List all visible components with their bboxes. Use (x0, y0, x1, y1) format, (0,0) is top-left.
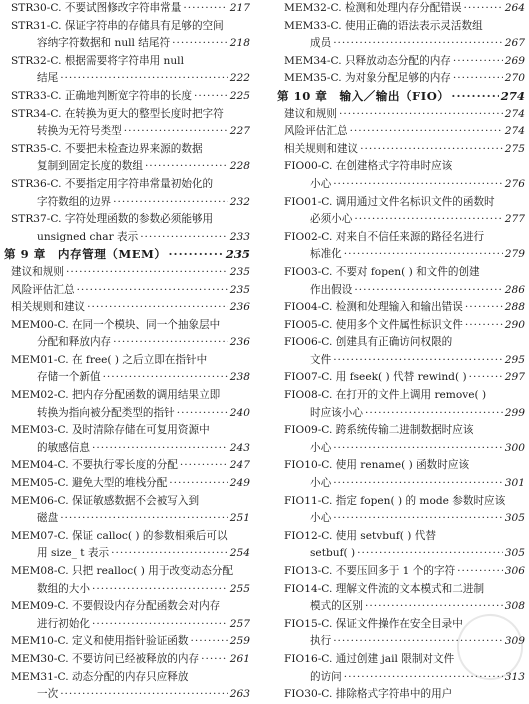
toc-entry-title: FIO05-C. 使用多个文件属性标识文件 (284, 318, 463, 331)
toc-leader-dots (87, 299, 228, 317)
toc-entry-title: MEM07-C. 保证 calloc( ) 的参数相乘后可以 (11, 529, 228, 542)
toc-entry-title: 风险评估汇总 (284, 125, 348, 138)
toc-leader-dots (333, 475, 503, 493)
toc-entry-title: FIO10-C. 使用 rename( ) 函数时应该 (284, 459, 470, 472)
toc-leader-dots (465, 299, 503, 317)
toc-page-number: 308 (504, 600, 525, 613)
toc-entry-title: MEM34-C. 只释放动态分配的内存 (284, 54, 451, 67)
toc-entry-title: 小心 (310, 177, 332, 190)
toc-leader-dots (465, 317, 503, 335)
toc-entry-title: STR36-C. 不要指定用字符串常量初始化的 (11, 177, 214, 190)
toc-page-number: 309 (504, 635, 525, 648)
toc-page-number: 270 (504, 72, 525, 85)
toc-entry (277, 581, 525, 599)
toc-chapter-heading (4, 246, 250, 264)
toc-entry (4, 18, 250, 36)
toc-entry-title: 复制到固定长度的数组 (37, 160, 143, 173)
toc-entry-title: 相关规则和建议 (284, 142, 359, 155)
toc-leader-dots (60, 510, 228, 528)
toc-entry (4, 158, 250, 176)
toc-entry (4, 53, 250, 71)
toc-page-number: 236 (229, 336, 250, 349)
toc-page-number: 254 (229, 547, 250, 560)
toc-leader-dots (145, 158, 228, 176)
toc-leader-dots (111, 545, 228, 563)
toc-entry (4, 70, 250, 88)
toc-entry (277, 106, 525, 124)
toc-page-number: 274 (504, 125, 525, 138)
toc-entry-title: 文件 (310, 353, 332, 366)
toc-entry (4, 282, 250, 300)
toc-entry (277, 70, 525, 88)
toc-entry-title: FIO06-C. 创建具有正确访问权限的 (284, 336, 453, 349)
toc-entry (4, 0, 250, 18)
toc-leader-dots (333, 510, 503, 528)
toc-entry (277, 123, 525, 141)
toc-leader-dots (333, 35, 503, 53)
toc-leader-dots (113, 334, 228, 352)
toc-leader-dots (354, 211, 502, 229)
toc-page-number: 251 (229, 512, 250, 525)
toc-entry (277, 387, 525, 405)
toc-leader-dots (457, 563, 503, 581)
toc-entry (4, 264, 250, 282)
toc-page-number: 235 (229, 283, 250, 296)
toc-leader-dots (92, 616, 228, 634)
toc-leader-dots (172, 35, 228, 53)
toc-entry-title: unsigned char 表示 (37, 230, 139, 243)
toc-entry (277, 35, 525, 53)
toc-leader-dots (357, 545, 503, 563)
toc-leader-dots (60, 70, 228, 88)
toc-leader-dots (77, 282, 228, 300)
toc-entry-title: MEM31-C. 动态分配的内存只应释放 (11, 670, 189, 683)
toc-entry-title: 必须小心 (310, 213, 353, 226)
toc-page-number: 235 (225, 247, 250, 262)
toc-leader-dots (113, 194, 228, 212)
toc-entry-title: 数组的大小 (37, 582, 90, 595)
toc-entry (4, 299, 250, 317)
toc-entry-title: 小心 (310, 512, 332, 525)
toc-entry-title: 时应该小心 (310, 406, 363, 419)
toc-entry-title: MEM10-C. 定义和使用指针验证函数 (11, 635, 189, 648)
toc-entry-title: FIO12-C. 使用 setvbuf( ) 代替 (284, 529, 436, 542)
toc-leader-dots (190, 633, 227, 651)
toc-page-number: 267 (504, 37, 525, 50)
toc-entry (4, 141, 250, 159)
toc-entry (4, 440, 250, 458)
toc-entry (4, 88, 250, 106)
toc-leader-dots (66, 264, 228, 282)
toc-entry (277, 545, 525, 563)
toc-entry (277, 0, 525, 18)
toc-entry-title: 一次 (37, 688, 59, 701)
toc-entry (277, 563, 525, 581)
toc-page-number: 249 (229, 477, 250, 490)
toc-page-number: 238 (229, 371, 250, 384)
toc-entry-title: MEM30-C. 不要访问已经被释放的内存 (11, 652, 200, 665)
toc-leader-dots (201, 651, 228, 669)
toc-entry (4, 616, 250, 634)
toc-entry-title: MEM03-C. 及时清除存储在可复用资源中 (11, 424, 210, 437)
toc-entry-title: MEM00-C. 在同一个模块、同一个抽象层中 (11, 318, 221, 331)
toc-entry (4, 598, 250, 616)
toc-entry (4, 334, 250, 352)
toc-leader-dots (339, 106, 503, 124)
toc-page-number: 288 (504, 301, 525, 314)
toc-page-number: 257 (229, 617, 250, 630)
toc-entry-title: 转换为无符号类型 (37, 125, 122, 138)
toc-leader-dots (344, 246, 503, 264)
toc-page-number: 263 (229, 688, 250, 701)
toc-entry (4, 35, 250, 53)
toc-entry-title: 结尾 (37, 72, 59, 85)
toc-entry-title: 小心 (310, 441, 332, 454)
toc-leader-dots (183, 0, 227, 18)
toc-page-number: 236 (229, 301, 250, 314)
toc-entry-title: MEM32-C. 检测和处理内存分配错误 (284, 2, 462, 14)
toc-entry-title: FIO30-C. 排除格式字符串中的用户 (284, 688, 453, 701)
toc-right-column (277, 0, 525, 704)
toc-entry (277, 282, 525, 300)
toc-entry-title: 风险评估汇总 (11, 283, 75, 296)
toc-leader-dots (194, 88, 228, 106)
toc-leader-dots (451, 88, 498, 106)
toc-page-number: 297 (504, 371, 525, 384)
toc-entry (277, 352, 525, 370)
toc-leader-dots (354, 282, 502, 300)
toc-entry (277, 194, 525, 212)
toc-leader-dots (180, 457, 228, 475)
toc-entry (4, 352, 250, 370)
toc-leader-dots (92, 440, 228, 458)
toc-page-number: 276 (504, 177, 525, 190)
toc-left-column (4, 0, 250, 704)
toc-leader-dots (177, 405, 228, 423)
toc-entry-title: 第 10 章 输入／输出（FIO） (277, 88, 450, 103)
toc-entry-title: STR32-C. 根据需要将字符串用 null (11, 54, 184, 67)
toc-entry (4, 563, 250, 581)
toc-entry-title: 字符数组的边界 (37, 195, 112, 208)
toc-page-number: 300 (504, 441, 525, 454)
toc-entry (4, 176, 250, 194)
toc-page-number: 313 (504, 670, 525, 683)
toc-page-number: 233 (229, 230, 250, 243)
toc-page-number: 290 (504, 318, 525, 331)
toc-entry-title: FIO03-C. 不要对 fopen( ) 和文件的创建 (284, 265, 480, 278)
toc-entry-title: FIO15-C. 保证文件操作在安全目录中 (284, 617, 463, 630)
toc-entry-title: 容纳字符数据和 null 结尾符 (37, 37, 171, 50)
toc-entry-title: FIO13-C. 不要压回多于 1 个的字符 (284, 565, 456, 577)
toc-page-number: 247 (229, 459, 250, 472)
toc-entry-title: STR37-C. 字符处理函数的参数必须能够用 (11, 213, 214, 226)
toc-entry-title: FIO00-C. 在创建格式字符串时应该 (284, 160, 453, 173)
toc-entry-title: 建议和规则 (11, 265, 64, 278)
toc-page-number: 286 (504, 283, 525, 296)
toc-entry (277, 493, 525, 511)
toc-entry (4, 106, 250, 124)
toc-page-number: 228 (229, 160, 250, 173)
toc-entry (277, 422, 525, 440)
toc-leader-dots (333, 352, 503, 370)
toc-page-number: 274 (500, 88, 525, 103)
toc-entry-title: 小心 (310, 477, 332, 490)
toc-entry-title: 建议和规则 (284, 107, 337, 120)
toc-entry-title: MEM35-C. 为对象分配足够的内存 (284, 72, 451, 85)
toc-entry (4, 669, 250, 687)
toc-page-number: 305 (504, 512, 525, 525)
toc-entry-title: MEM04-C. 不要执行零长度的分配 (11, 459, 178, 472)
toc-page-number: 295 (504, 353, 525, 366)
toc-page-number: 264 (504, 2, 525, 14)
toc-entry-title: MEM08-C. 只把 realloc( ) 用于改变动态分配 (11, 565, 233, 577)
toc-entry-title: FIO09-C. 跨系统传输二进制数据时应该 (284, 424, 474, 437)
toc-entry (4, 651, 250, 669)
toc-entry (277, 141, 525, 159)
toc-entry (277, 264, 525, 282)
toc-page-number: 306 (504, 565, 525, 577)
toc-entry-title: 标准化 (310, 248, 342, 261)
toc-entry (4, 211, 250, 229)
toc-entry-title: 第 9 章 内存管理（MEM） (4, 247, 167, 262)
toc-entry-title: 的访问 (310, 670, 342, 683)
toc-entry-title: 分配和释放内存 (37, 336, 112, 349)
toc-page-number: 259 (229, 635, 250, 648)
toc-page-number: 235 (229, 265, 250, 278)
toc-entry (4, 457, 250, 475)
toc-entry-title: 进行初始化 (37, 617, 90, 630)
toc-entry (277, 317, 525, 335)
toc-leader-dots (365, 405, 503, 423)
toc-page-number: 232 (229, 195, 250, 208)
toc-entry (277, 158, 525, 176)
toc-page-number: 227 (229, 125, 250, 138)
toc-leader-dots (124, 123, 228, 141)
toc-entry (4, 123, 250, 141)
toc-entry-title: STR33-C. 正确地判断宽字符串的长度 (11, 89, 192, 102)
toc-entry-title: STR34-C. 在转换为更大的整型长度时把字符 (11, 107, 224, 120)
toc-entry (4, 633, 250, 651)
toc-entry (277, 299, 525, 317)
toc-entry (277, 246, 525, 264)
toc-entry-title: FIO08-C. 在打开的文件上调用 remove( ) (284, 389, 487, 402)
toc-page-number: 299 (504, 406, 525, 419)
toc-entry (277, 369, 525, 387)
toc-entry (4, 194, 250, 212)
toc-entry-title: 成员 (310, 37, 332, 50)
toc-leader-dots (92, 581, 228, 599)
toc-entry (4, 422, 250, 440)
toc-entry (4, 369, 250, 387)
toc-entry-title: FIO07-C. 用 fseek( ) 代替 rewind( ) (284, 371, 467, 384)
toc-entry-title: MEM33-C. 使用正确的语法表示灵活数组 (284, 19, 483, 32)
toc-leader-dots (453, 70, 503, 88)
toc-entry-title: MEM09-C. 不要假设内存分配函数会对内存 (11, 600, 221, 613)
toc-leader-dots (333, 176, 503, 194)
toc-entry-title: 磁盘 (37, 512, 59, 525)
toc-entry-title: FIO01-C. 调用通过文件名标识文件的函数时 (284, 195, 495, 208)
toc-leader-dots (60, 686, 228, 704)
toc-entry (4, 317, 250, 335)
toc-entry-title: STR31-C. 保证字符串的存储具有足够的空间 (11, 19, 224, 32)
toc-entry-title: 模式的区别 (310, 600, 363, 613)
toc-page-number: 305 (504, 547, 525, 560)
toc-entry (4, 581, 250, 599)
toc-entry (277, 528, 525, 546)
toc-page-number: 243 (229, 441, 250, 454)
toc-leader-dots (333, 440, 503, 458)
toc-entry (4, 387, 250, 405)
toc-page-number: 225 (229, 89, 250, 102)
toc-leader-dots (365, 598, 503, 616)
toc-entry-title: STR35-C. 不要把未检查边界来源的数据 (11, 142, 203, 155)
toc-entry-title: 存储一个新值 (37, 371, 101, 384)
toc-entry-title: 相关规则和建议 (11, 301, 86, 314)
toc-entry-title: MEM02-C. 把内存分配函数的调用结果立即 (11, 389, 221, 402)
toc-entry-title: FIO14-C. 理解文件流的文本模式和二进制 (284, 582, 485, 595)
toc-entry (277, 229, 525, 247)
toc-leader-dots (169, 475, 227, 493)
toc-page-number: 277 (504, 213, 525, 226)
toc-entry-title: FIO11-C. 指定 fopen( ) 的 mode 参数时应该 (284, 494, 506, 507)
toc-entry (277, 686, 525, 704)
toc-entry-title: setbuf( ) (310, 547, 356, 560)
toc-leader-dots (469, 369, 503, 387)
toc-leader-dots (360, 141, 503, 159)
toc-entry-title: 转换为指向被分配类型的指针 (37, 406, 175, 419)
toc-entry (4, 405, 250, 423)
toc-entry (277, 457, 525, 475)
toc-entry-title: FIO16-C. 通过创建 jail 限制对文件 (284, 652, 455, 665)
toc-entry (4, 686, 250, 704)
toc-leader-dots (463, 0, 502, 18)
toc-page-number: 301 (504, 477, 525, 490)
toc-entry (277, 440, 525, 458)
toc-page-number: 274 (504, 107, 525, 120)
toc-page-number: 279 (504, 248, 525, 261)
toc-page-number: 217 (229, 2, 250, 14)
toc-leader-dots (103, 369, 228, 387)
toc-entry (277, 475, 525, 493)
toc-entry (4, 510, 250, 528)
toc-entry (4, 493, 250, 511)
toc-entry (4, 475, 250, 493)
toc-entry (277, 53, 525, 71)
toc-page-number: 218 (229, 37, 250, 50)
toc-entry (4, 545, 250, 563)
toc-page-number: 269 (504, 54, 525, 67)
toc-entry-title: 作出假设 (310, 283, 353, 296)
toc-leader-dots (169, 246, 224, 264)
toc-entry (277, 18, 525, 36)
toc-entry-title: MEM05-C. 避免大型的堆栈分配 (11, 477, 168, 490)
toc-entry-title: FIO04-C. 检测和处理输入和输出错误 (284, 301, 463, 314)
toc-entry (277, 334, 525, 352)
toc-entry (4, 528, 250, 546)
toc-entry (277, 405, 525, 423)
toc-page-number: 261 (229, 652, 250, 665)
toc-entry-title: 执行 (310, 635, 332, 648)
toc-leader-dots (140, 229, 228, 247)
toc-entry-title: MEM01-C. 在 free( ) 之后立即在指针中 (11, 353, 208, 366)
toc-entry (277, 211, 525, 229)
toc-entry (4, 229, 250, 247)
toc-leader-dots (350, 123, 503, 141)
toc-page-number: 222 (229, 72, 250, 85)
toc-entry-title: STR30-C. 不要试图修改字符串常量 (11, 2, 182, 14)
toc-entry-title: MEM06-C. 保证敏感数据不会被写入到 (11, 494, 200, 507)
toc-entry (277, 176, 525, 194)
toc-page-number: 240 (229, 406, 250, 419)
toc-page-number: 275 (504, 142, 525, 155)
toc-chapter-heading (277, 88, 525, 106)
toc-leader-dots (453, 53, 503, 71)
toc-entry (277, 510, 525, 528)
toc-page-number: 255 (229, 582, 250, 595)
toc-entry-title: 的敏感信息 (37, 441, 90, 454)
toc-entry-title: FIO02-C. 对来自不信任来源的路径名进行 (284, 230, 485, 243)
toc-entry-title: 用 size_ t 表示 (37, 547, 110, 560)
